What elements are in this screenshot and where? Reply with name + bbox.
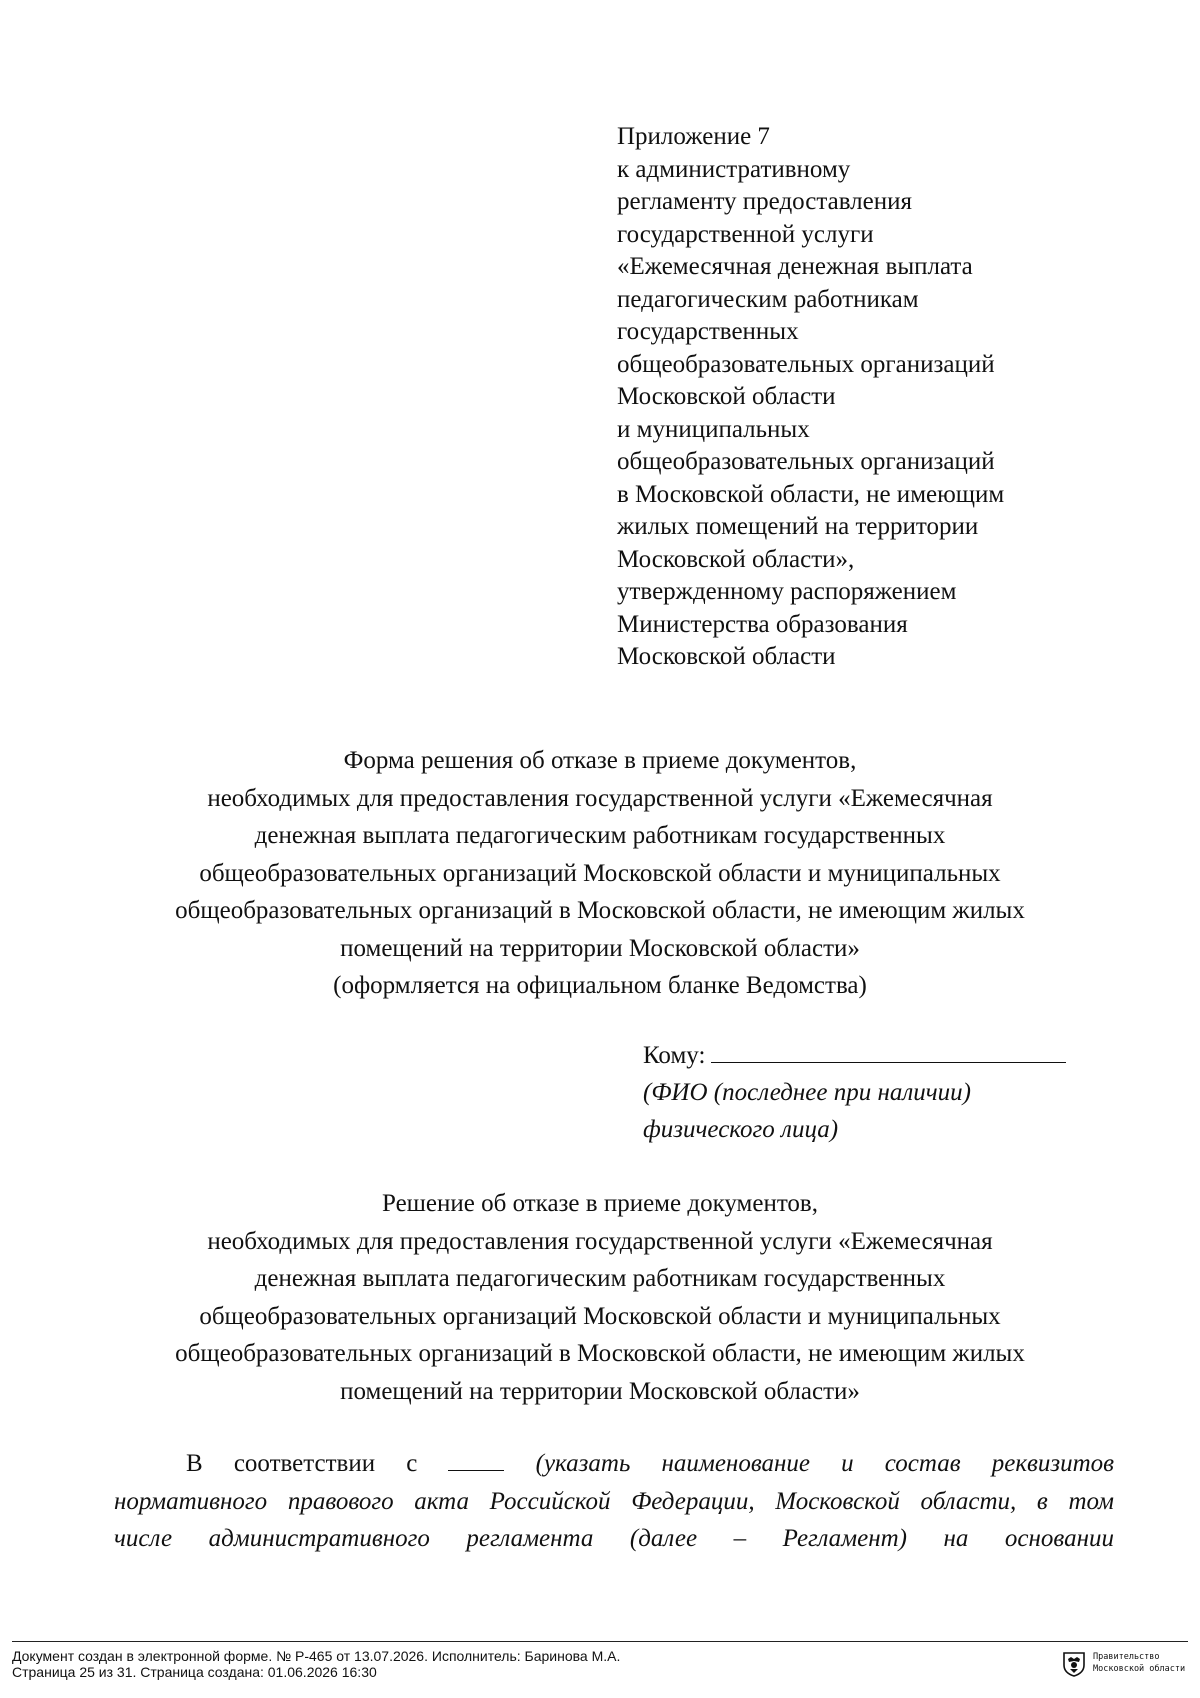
- logo-line: Правительство: [1093, 1652, 1160, 1662]
- footer-line: Страница 25 из 31. Страница создана: 01.06.2026 16:30: [12, 1664, 377, 1680]
- logo-text: [1093, 1651, 1185, 1675]
- decision-title-line: денежная выплата педагогическим работникам государственных: [254, 1265, 946, 1292]
- form-title: [100, 742, 1100, 1005]
- form-title-line: помещений на территории Московской области»: [340, 934, 860, 962]
- appendix-line: государственных: [617, 318, 799, 345]
- recipient-label: Кому:: [643, 1042, 706, 1069]
- recipient-row: [643, 1037, 1103, 1074]
- appendix-line: педагогическим работникам: [617, 285, 919, 313]
- form-title-line: денежная выплата педагогическим работникам государственных: [254, 822, 946, 849]
- decision-title-line: общеобразовательных организаций Московской области и муниципальных: [199, 1302, 1001, 1330]
- body-line1-italic: (указать наименование и состав реквизитов: [535, 1450, 1115, 1477]
- appendix-line: Министерства образования: [617, 610, 908, 638]
- recipient-name-field[interactable]: [711, 1040, 1066, 1063]
- body-line: числе административного регламента (далее – Регламент) на основании: [114, 1525, 1114, 1552]
- act-reference-blank[interactable]: [448, 1450, 504, 1471]
- appendix-block: [617, 121, 1117, 674]
- form-title-line: необходимых для предоставления государственной услуги «Ежемесячная: [207, 784, 993, 812]
- decision-title-line: помещений на территории Московской области»: [340, 1377, 860, 1405]
- appendix-line: в Московской области, не имеющим: [617, 480, 1005, 508]
- appendix-line: общеобразовательных организаций: [617, 350, 995, 378]
- body-line: нормативного правового акта Российской Федерации, Московской области, в том: [114, 1487, 1114, 1515]
- logo-line: Московской области: [1093, 1664, 1186, 1674]
- form-title-line: (оформляется на официальном бланке Ведомства): [333, 972, 867, 999]
- appendix-line: жилых помещений на территории: [617, 513, 979, 540]
- appendix-line: Московской области: [617, 643, 836, 670]
- footer-divider: [12, 1641, 1188, 1642]
- appendix-line: к административному: [617, 155, 851, 183]
- footer-line: Документ создан в электронной форме. № Р-465 от 13.07.2026. Исполнитель: Баринова М.А.: [12, 1648, 621, 1664]
- form-title-line: общеобразовательных организаций Московской области и муниципальных: [199, 859, 1001, 887]
- body-paragraph: [114, 1445, 1114, 1558]
- form-title-line: Форма решения об отказе в приеме документов,: [343, 747, 857, 774]
- appendix-line: государственной услуги: [617, 220, 874, 248]
- appendix-line: Московской области: [617, 383, 836, 410]
- appendix-line: и муниципальных: [617, 415, 810, 443]
- government-logo: [1060, 1648, 1190, 1680]
- recipient-hint-line: (ФИО (последнее при наличии): [643, 1079, 972, 1106]
- appendix-line: общеобразовательных организаций: [617, 448, 995, 475]
- form-title-line: общеобразовательных организаций в Московской области, не имеющим жилых: [175, 897, 1025, 924]
- footer-info: [12, 1648, 620, 1680]
- body-line1-start: В соответствии с: [186, 1450, 418, 1477]
- decision-title: [100, 1185, 1100, 1410]
- recipient-hint-line: физического лица): [643, 1116, 839, 1143]
- decision-title-line: общеобразовательных организаций в Московской области, не имеющим жилых: [175, 1340, 1025, 1367]
- decision-title-line: Решение об отказе в приеме документов,: [382, 1190, 818, 1217]
- appendix-line: Московской области»,: [617, 545, 855, 573]
- body-line: [114, 1445, 1114, 1483]
- appendix-line: регламенту предоставления: [617, 188, 913, 215]
- appendix-line: утвержденному распоряжением: [617, 578, 957, 605]
- moscow-region-emblem-icon: [1060, 1650, 1088, 1678]
- recipient-block: [643, 1037, 1103, 1148]
- appendix-line: Приложение 7: [617, 123, 770, 150]
- decision-title-line: необходимых для предоставления государственной услуги «Ежемесячная: [207, 1227, 993, 1255]
- appendix-line: «Ежемесячная денежная выплата: [617, 253, 973, 280]
